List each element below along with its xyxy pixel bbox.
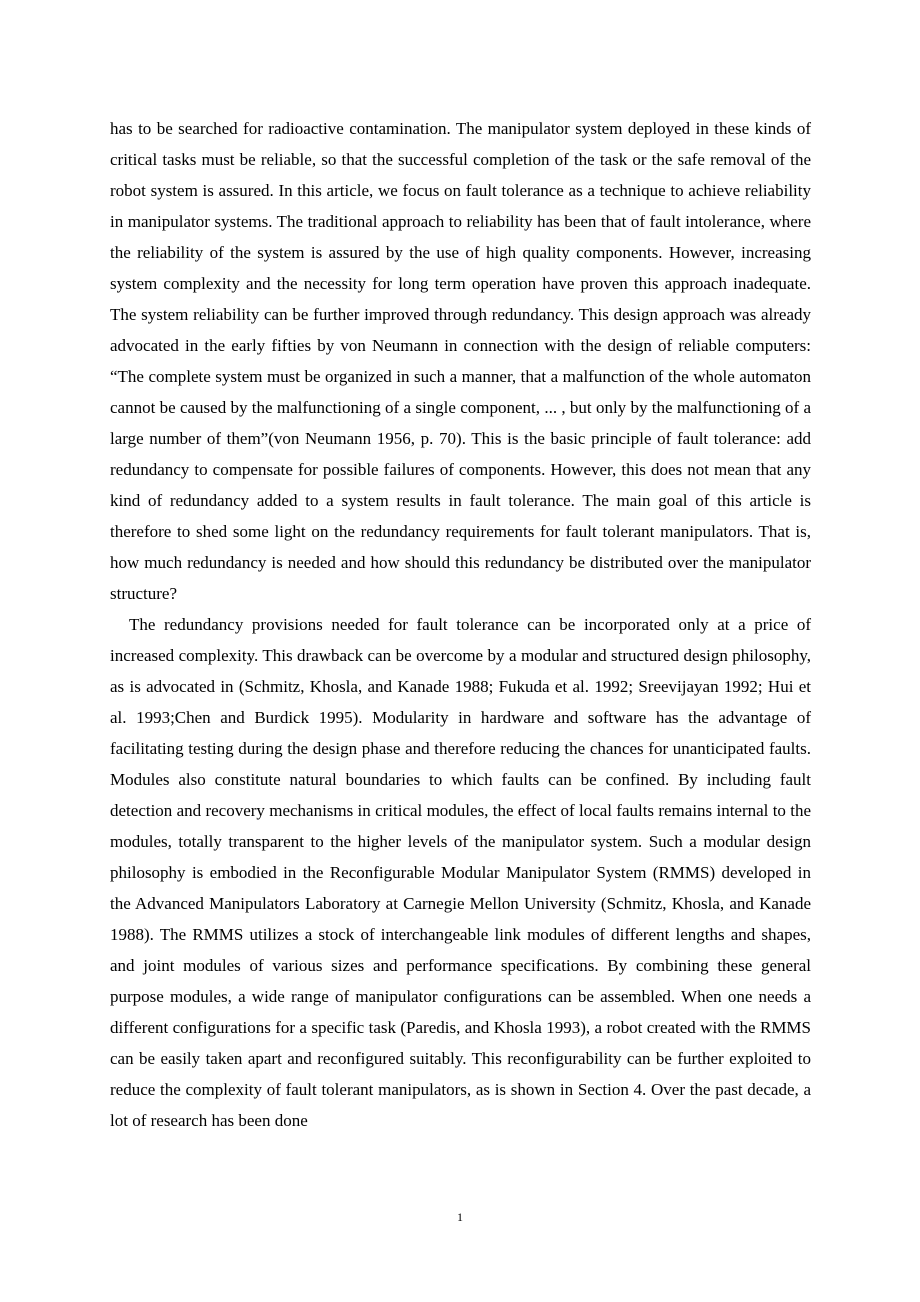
- body-text: [110, 113, 811, 1136]
- paragraph-continuation: has to be searched for radioactive contamination. The manipulator system deployed in these kinds of critical tasks must be reliable, so that the successful completion of the task or the safe removal of the robot system is assured. In this article, we focus on fault tolerance as a technique to achieve reliability in manipulator systems. The traditional approach to reliability has been that of fault intolerance, where the reliability of the system is assured by the use of high quality components. However, increasing system complexity and the necessity for long term operation have proven this approach inadequate. The system reliability can be further improved through redundancy. This design approach was already advocated in the early fifties by von Neumann in connection with the design of reliable computers: “The complete system must be organized in such a manner, that a malfunction of the whole automaton cannot be caused by the malfunctioning of a single component, ... , but only by the malfunctioning of a large number of them”(von Neumann 1956, p. 70). This is the basic principle of fault tolerance: add redundancy to compensate for possible failures of components. However, this does not mean that any kind of redundancy added to a system results in fault tolerance. The main goal of this article is therefore to shed some light on the redundancy requirements for fault tolerant manipulators. That is, how much redundancy is needed and how should this redundancy be distributed over the manipulator structure?: [110, 119, 811, 603]
- page-number: 1: [457, 1210, 463, 1224]
- paragraph-modularity: The redundancy provisions needed for fault tolerance can be incorporated only at a price of increased complexity. This drawback can be overcome by a modular and structured design philosophy, as is advocated in (Schmitz, Khosla, and Kanade 1988; Fukuda et al. 1992; Sreevijayan 1992; Hui et al. 1993;Chen and Burdick 1995). Modularity in hardware and software has the advantage of facilitating testing during the design phase and therefore reducing the chances for unanticipated faults. Modules also constitute natural boundaries to which faults can be confined. By including fault detection and recovery mechanisms in critical modules, the effect of local faults remains internal to the modules, totally transparent to the higher levels of the manipulator system. Such a modular design philosophy is embodied in the Reconfigurable Modular Manipulator System (RMMS) developed in the Advanced Manipulators Laboratory at Carnegie Mellon University (Schmitz, Khosla, and Kanade 1988). The RMMS utilizes a stock of interchangeable link modules of different lengths and shapes, and joint modules of various sizes and performance specifications. By combining these general purpose modules, a wide range of manipulator configurations can be assembled. When one needs a different configurations for a specific task (Paredis, and Khosla 1993), a robot created with the RMMS can be easily taken apart and reconfigured suitably. This reconfigurability can be further exploited to reduce the complexity of fault tolerant manipulators, as is shown in Section 4. Over the past decade, a lot of research has been done: [110, 615, 811, 1130]
